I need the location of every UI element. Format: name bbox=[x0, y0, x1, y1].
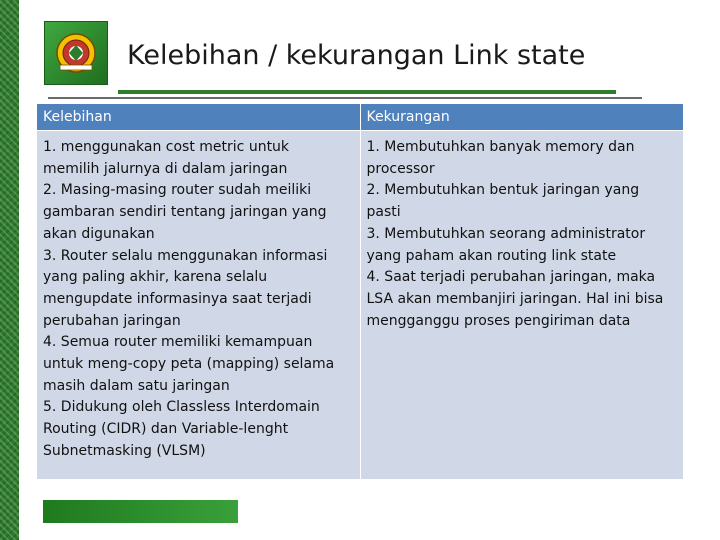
header-kekurangan: Kekurangan bbox=[360, 104, 683, 131]
list-item: 3. Router selalu menggunakan informasi bbox=[43, 247, 328, 264]
list-item: Subnetmasking (VLSM) bbox=[43, 442, 206, 459]
slide-title: Kelebihan / kekurangan Link state bbox=[127, 40, 586, 71]
list-item: memilih jalurnya di dalam jaringan bbox=[43, 160, 288, 177]
table-header-row bbox=[37, 104, 683, 131]
list-item: 4. Semua router memiliki kemampuan bbox=[43, 334, 313, 351]
list-item: akan digunakan bbox=[43, 225, 155, 242]
list-item: untuk meng-copy peta (mapping) selama bbox=[43, 356, 335, 373]
list-item: 4. Saat terjadi perubahan jaringan, maka bbox=[366, 269, 656, 286]
list-item: pasti bbox=[366, 204, 401, 221]
title-underline-gray bbox=[48, 97, 642, 99]
list-item: mengganggu proses pengiriman data bbox=[366, 312, 631, 329]
cell-kekurangan bbox=[360, 131, 683, 480]
list-item: 3. Membutuhkan seorang administrator bbox=[366, 225, 646, 242]
list-item: Routing (CIDR) dan Variable-lenght bbox=[43, 421, 289, 438]
list-item: perubahan jaringan bbox=[43, 312, 181, 329]
list-item: 2. Membutuhkan bentuk jaringan yang bbox=[366, 182, 640, 199]
title-underline-green bbox=[118, 90, 616, 94]
decorative-side-strip bbox=[0, 0, 19, 540]
list-item: yang paham akan routing link state bbox=[366, 247, 617, 264]
list-item: 1. Membutuhkan banyak memory dan bbox=[366, 139, 635, 155]
list-item: processor bbox=[366, 160, 435, 177]
decorative-footer-bar bbox=[43, 500, 238, 523]
list-item: LSA akan membanjiri jaringan. Hal ini bisa bbox=[366, 290, 664, 307]
list-item: yang paling akhir, karena selalu bbox=[43, 269, 268, 286]
cell-kelebihan bbox=[37, 131, 360, 480]
comparison-table bbox=[37, 104, 683, 479]
university-emblem-icon bbox=[44, 21, 108, 85]
list-item: 2. Masing-masing router sudah meiliki bbox=[43, 182, 312, 199]
list-item: mengupdate informasinya saat terjadi bbox=[43, 290, 312, 307]
emblem-graphic bbox=[54, 31, 98, 75]
list-item: masih dalam satu jaringan bbox=[43, 377, 230, 394]
list-item: 5. Didukung oleh Classless Interdomain bbox=[43, 399, 320, 416]
list-item: 1. menggunakan cost metric untuk bbox=[43, 139, 290, 155]
header-kelebihan: Kelebihan bbox=[37, 104, 360, 131]
list-item: gambaran sendiri tentang jaringan yang bbox=[43, 204, 327, 221]
table-row bbox=[37, 131, 683, 480]
